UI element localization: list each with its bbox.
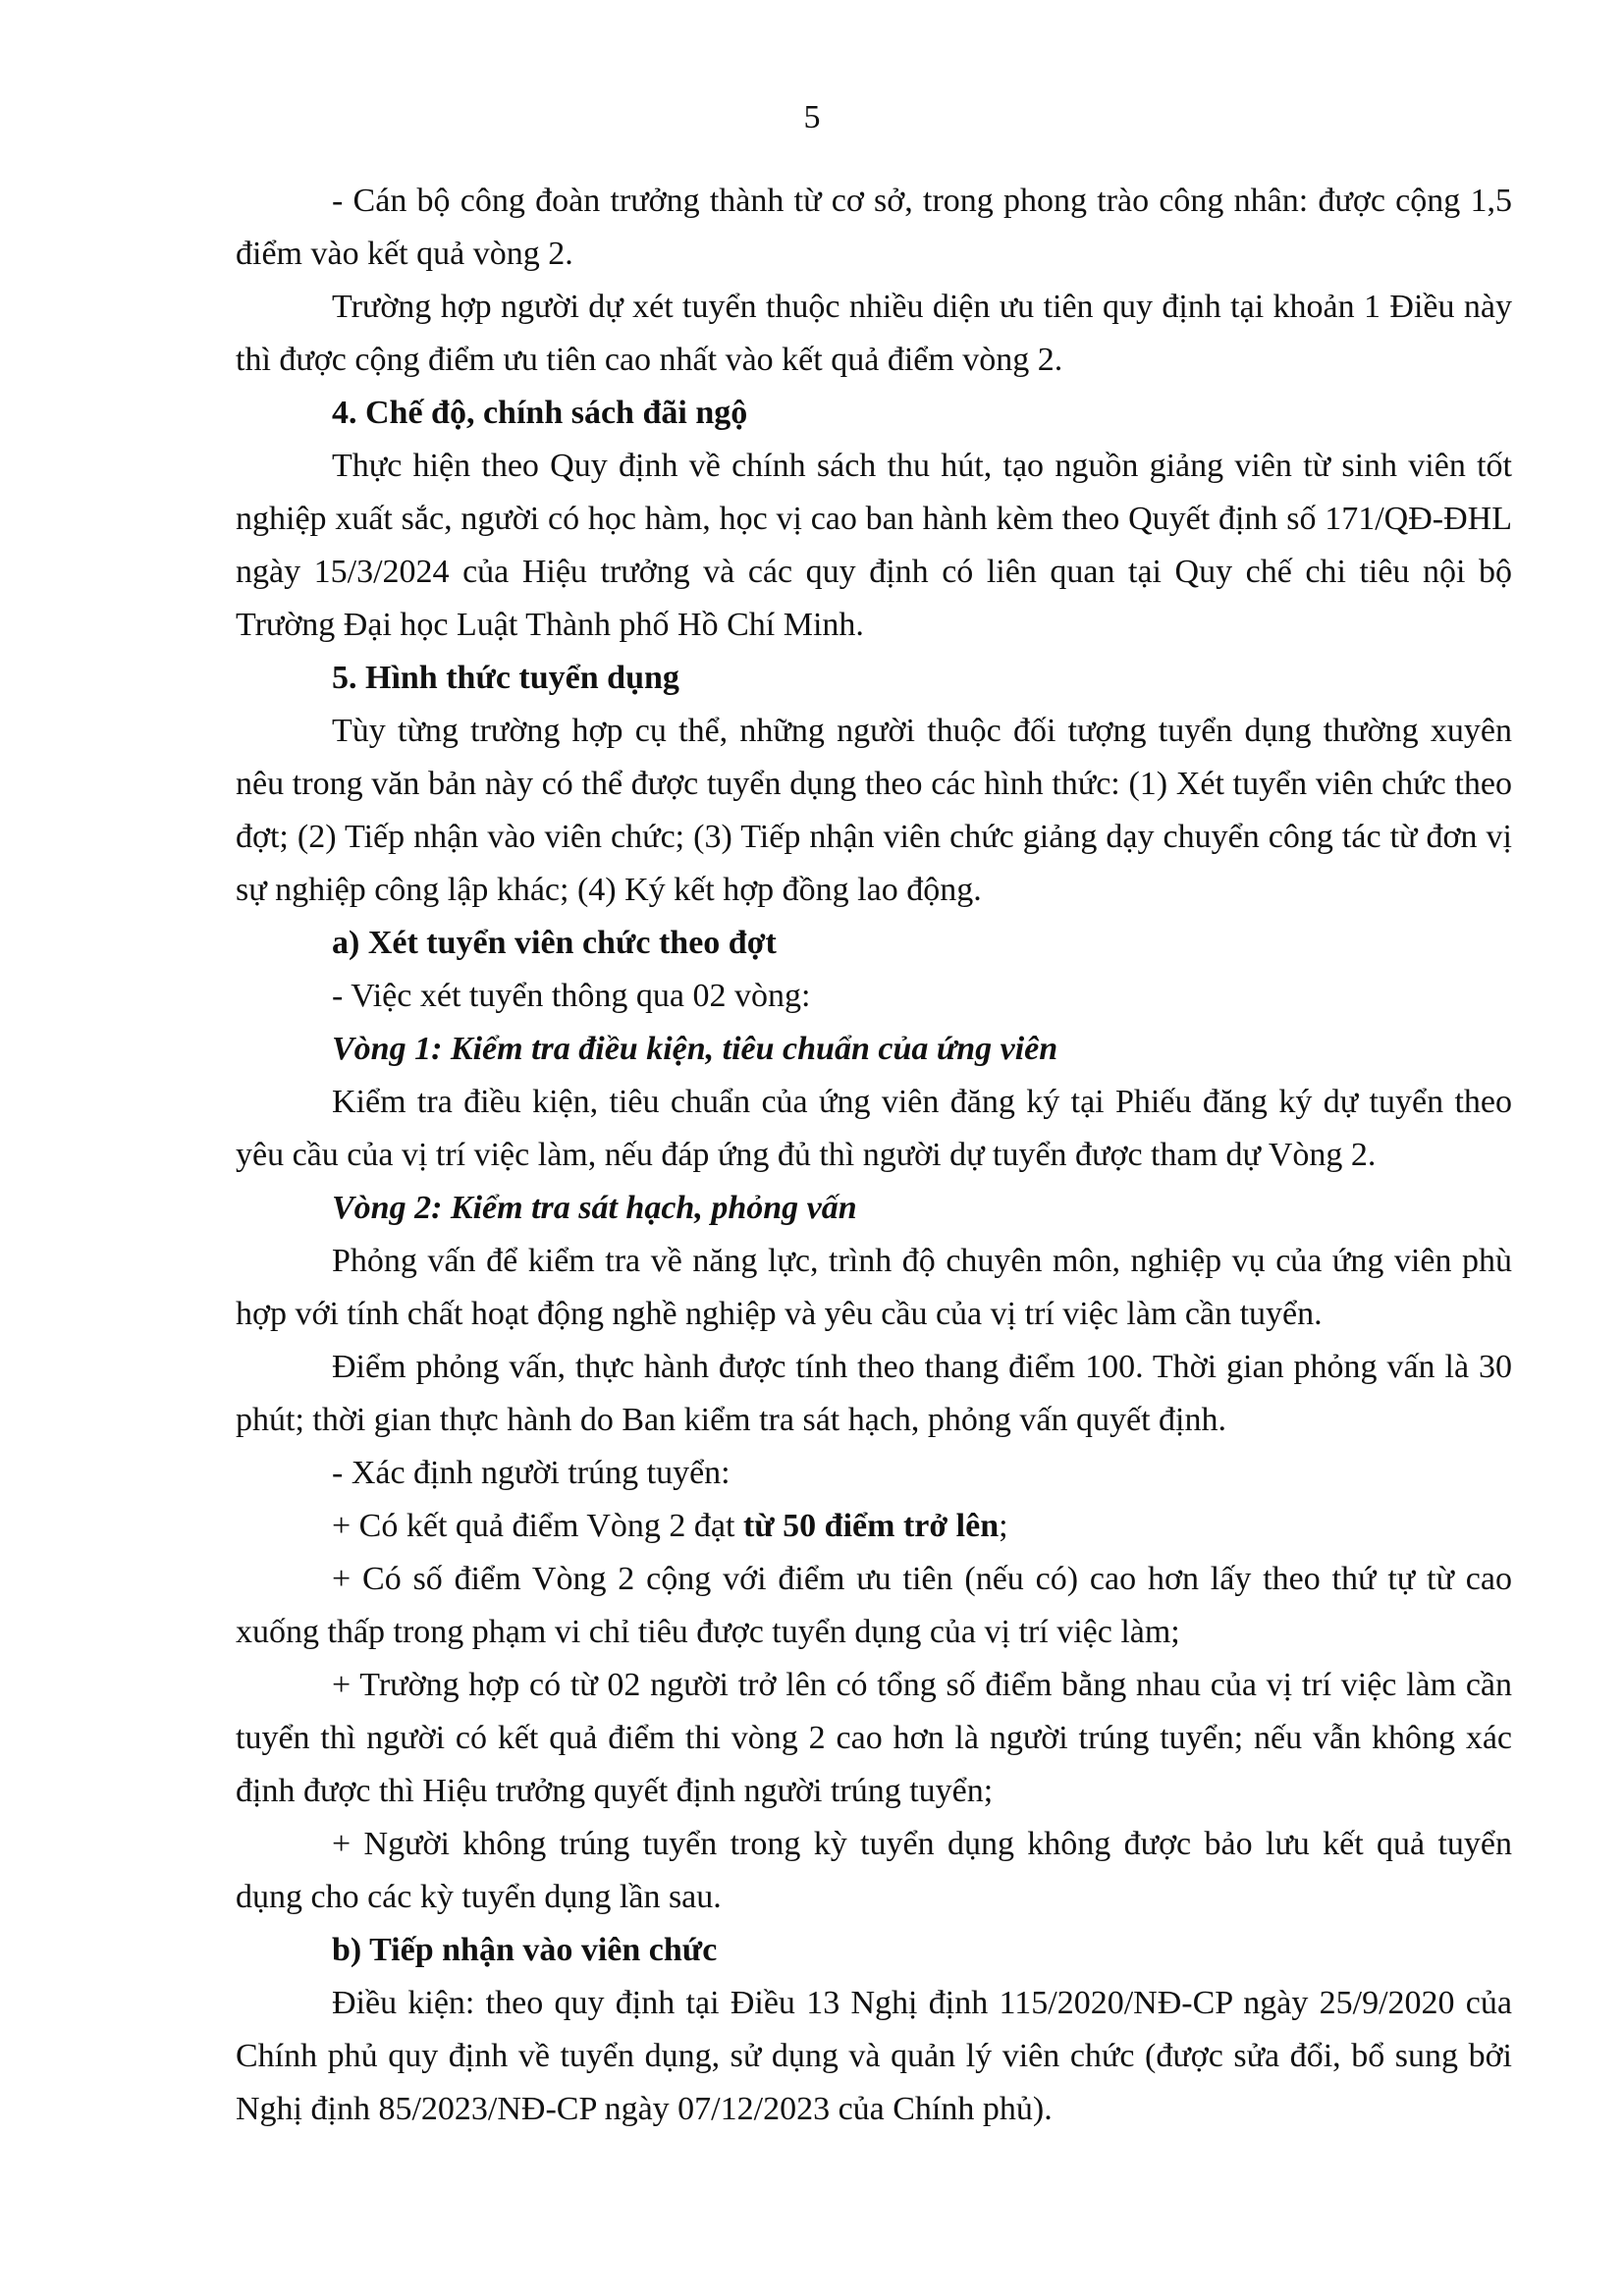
paragraph-benefits-implementation: Thực hiện theo Quy định về chính sách thu hút, tạo nguồn giảng viên từ sinh viên tốt nghiệp xuất sắc, người có học hàm, học vị cao ban hành kèm theo Quyết định số 171/QĐ-ĐHL ngày 15/3/2024 của Hiệu trưởng và các quy định có liên quan tại Quy chế chi tiêu nội bộ Trường Đại học Luật Thành phố Hồ Chí Minh.	[236, 448, 1512, 643]
heading-benefits-policy: 4. Chế độ, chính sách đãi ngộ	[332, 395, 748, 431]
paragraph-no-reservation: + Người không trúng tuyển trong kỳ tuyển dụng không được bảo lưu kết quả tuyển dụng cho các kỳ tuyển dụng lần sau.	[236, 1826, 1512, 1915]
score-threshold-before: + Có kết quả điểm Vòng 2 đạt	[332, 1508, 743, 1544]
paragraph-round-2-detail: Phỏng vấn để kiểm tra về năng lực, trình độ chuyên môn, nghiệp vụ của ứng viên phù hợp với tính chất hoạt động nghề nghiệp và yêu cầu của vị trí việc làm cần tuyển.	[236, 1243, 1512, 1332]
heading-recruitment-by-round: a) Xét tuyển viên chức theo đợt	[332, 925, 777, 961]
page-number: 5	[803, 99, 821, 135]
paragraph-tie-rule: + Trường hợp có từ 02 người trở lên có tổng số điểm bằng nhau của vị trí việc làm cần tuyển thì người có kết quả điểm thi vòng 2 cao hơn là người trúng tuyển; nếu vẫn không xác định được thì Hiệu trưởng quyết định người trúng tuyển;	[236, 1667, 1512, 1809]
paragraph-conditions: Điều kiện: theo quy định tại Điều 13 Nghị định 115/2020/NĐ-CP ngày 25/9/2020 của Chính phủ quy định về tuyển dụng, sử dụng và quản lý viên chức (được sửa đổi, bổ sung bởi Nghị định 85/2023/NĐ-CP ngày 07/12/2023 của Chính phủ).	[236, 1985, 1512, 2127]
paragraph-recruitment-forms: Tùy từng trường hợp cụ thể, những người thuộc đối tượng tuyển dụng thường xuyên nêu trong văn bản này có thể được tuyển dụng theo các hình thức: (1) Xét tuyển viên chức theo đợt; (2) Tiếp nhận vào viên chức; (3) Tiếp nhận viên chức giảng dạy chuyển công tác từ đơn vị sự nghiệp công lập khác; (4) Ký kết hợp đồng lao động.	[236, 713, 1512, 908]
paragraph-interview-score: Điểm phỏng vấn, thực hành được tính theo thang điểm 100. Thời gian phỏng vấn là 30 phút; thời gian thực hành do Ban kiểm tra sát hạch, phỏng vấn quyết định.	[236, 1349, 1512, 1438]
paragraph-two-rounds: - Việc xét tuyển thông qua 02 vòng:	[332, 978, 811, 1014]
heading-recruitment-form: 5. Hình thức tuyển dụng	[332, 660, 679, 696]
paragraph-multiple-priority: Trường hợp người dự xét tuyển thuộc nhiều diện ưu tiên quy định tại khoản 1 Điều này thì được cộng điểm ưu tiên cao nhất vào kết quả điểm vòng 2.	[236, 289, 1512, 378]
paragraph-round-1-detail: Kiểm tra điều kiện, tiêu chuẩn của ứng viên đăng ký tại Phiếu đăng ký dự tuyển theo yêu cầu của vị trí việc làm, nếu đáp ứng đủ thì người dự tuyển được tham dự Vòng 2.	[236, 1084, 1512, 1173]
heading-round-1: Vòng 1: Kiểm tra điều kiện, tiêu chuẩn của ứng viên	[332, 1031, 1058, 1067]
score-threshold-after: ;	[999, 1508, 1008, 1544]
score-threshold-bold: từ 50 điểm trở lên	[742, 1508, 1000, 1544]
paragraph-ranking-rule: + Có số điểm Vòng 2 cộng với điểm ưu tiên (nếu có) cao hơn lấy theo thứ tự từ cao xuống thấp trong phạm vi chỉ tiêu được tuyển dụng của vị trí việc làm;	[236, 1561, 1512, 1650]
paragraph-determine-winner: - Xác định người trúng tuyển:	[332, 1455, 731, 1491]
heading-receive-into-officials: b) Tiếp nhận vào viên chức	[332, 1932, 718, 1968]
document-body	[236, 175, 1512, 2136]
heading-round-2: Vòng 2: Kiểm tra sát hạch, phỏng vấn	[332, 1190, 857, 1226]
paragraph-union-officer: - Cán bộ công đoàn trưởng thành từ cơ sở, trong phong trào công nhân: được cộng 1,5 điểm vào kết quả vòng 2.	[236, 183, 1512, 272]
paragraph-score-threshold	[236, 1500, 1512, 1553]
